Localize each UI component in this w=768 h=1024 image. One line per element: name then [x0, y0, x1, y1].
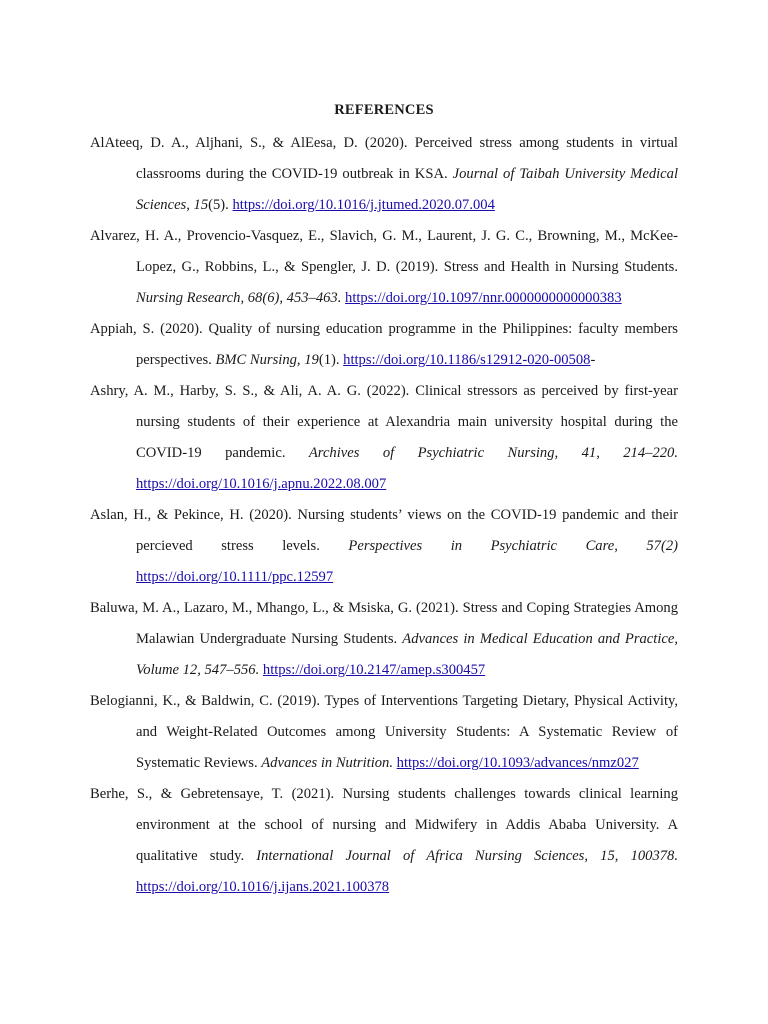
reference-issue: (5). [208, 197, 233, 213]
reference-entry [90, 128, 678, 221]
reference-source: Advances in Nutrition. [261, 755, 393, 771]
reference-source: Archives of Psychiatric Nursing, 41, 214–220. [308, 445, 678, 461]
doi-link[interactable]: https://doi.org/10.1016/j.ijans.2021.100378 [136, 879, 390, 895]
doi-link[interactable]: https://doi.org/10.1016/j.jtumed.2020.07.004 [232, 197, 495, 213]
reference-source: BMC Nursing, 19 [215, 352, 319, 368]
doi-link[interactable]: https://doi.org/10.1093/advances/nmz027 [396, 755, 639, 771]
reference-entry [90, 779, 678, 903]
reference-source: Journal of Taibah University Medical Sciences, 15 [136, 166, 678, 213]
reference-text: Alvarez, H. A., Provencio-Vasquez, E., Slavich, G. M., Laurent, J. G. C., Browning, M., McKee-Lopez, G., Robbins, L., & Spengler, J. D. (2019). Stress and Health in Nursing Students. [90, 228, 678, 275]
reference-source: Nursing Research, 68(6), 453–463. [136, 290, 342, 306]
reference-trailing: - [590, 352, 596, 368]
reference-entry [90, 314, 678, 376]
reference-text: Berhe, S., & Gebretensaye, T. (2021). Nursing students challenges towards clinical learning environment at the school of nursing and Midwifery in Addis Ababa University. A qualitative study. [90, 786, 678, 864]
doi-link[interactable]: https://doi.org/10.1097/nnr.0000000000000383 [345, 290, 622, 306]
reference-text: Appiah, S. (2020). Quality of nursing education programme in the Philippines: faculty members perspectives. [90, 321, 678, 368]
reference-text: Ashry, A. M., Harby, S. S., & Ali, A. A. G. (2022). Clinical stressors as perceived by first-year nursing students of their experience at Alexandria main university hospital during the COVID-19 pandemic. [90, 383, 678, 461]
doi-link[interactable]: https://doi.org/10.1111/ppc.12597 [136, 569, 334, 585]
reference-issue: (1). [318, 352, 344, 368]
reference-source: Advances in Medical Education and Practice, Volume 12, 547–556. [136, 631, 678, 678]
reference-text: Belogianni, K., & Baldwin, C. (2019). Types of Interventions Targeting Dietary, Physical Activity, and Weight-Related Outcomes among University Students: A Systematic Review of Systematic Reviews. [90, 693, 678, 771]
reference-source: Perspectives in Psychiatric Care, 57(2) [348, 538, 678, 554]
reference-entry [90, 500, 678, 593]
doi-link[interactable]: https://doi.org/10.1016/j.apnu.2022.08.007 [136, 476, 387, 492]
reference-source: International Journal of Africa Nursing Sciences, 15, 100378. [256, 848, 679, 864]
reference-entry [90, 686, 678, 779]
reference-text: AlAteeq, D. A., Aljhani, S., & AlEesa, D. (2020). Perceived stress among students in virtual classrooms during the COVID-19 outbreak in KSA. [90, 135, 678, 182]
reference-text: Baluwa, M. A., Lazaro, M., Mhango, L., & Msiska, G. (2021). Stress and Coping Strategies Among Malawian Undergraduate Nursing Students. [90, 600, 678, 647]
reference-entry [90, 221, 678, 314]
reference-list [90, 128, 678, 903]
reference-entry [90, 593, 678, 686]
doi-link[interactable]: https://doi.org/10.2147/amep.s300457 [262, 662, 486, 678]
doi-link[interactable]: https://doi.org/10.1186/s12912-020-00508 [343, 352, 591, 368]
page-title: REFERENCES [334, 102, 434, 118]
reference-entry [90, 376, 678, 500]
reference-text: Aslan, H., & Pekince, H. (2020). Nursing students’ views on the COVID-19 pandemic and their percieved stress levels. [90, 507, 678, 554]
